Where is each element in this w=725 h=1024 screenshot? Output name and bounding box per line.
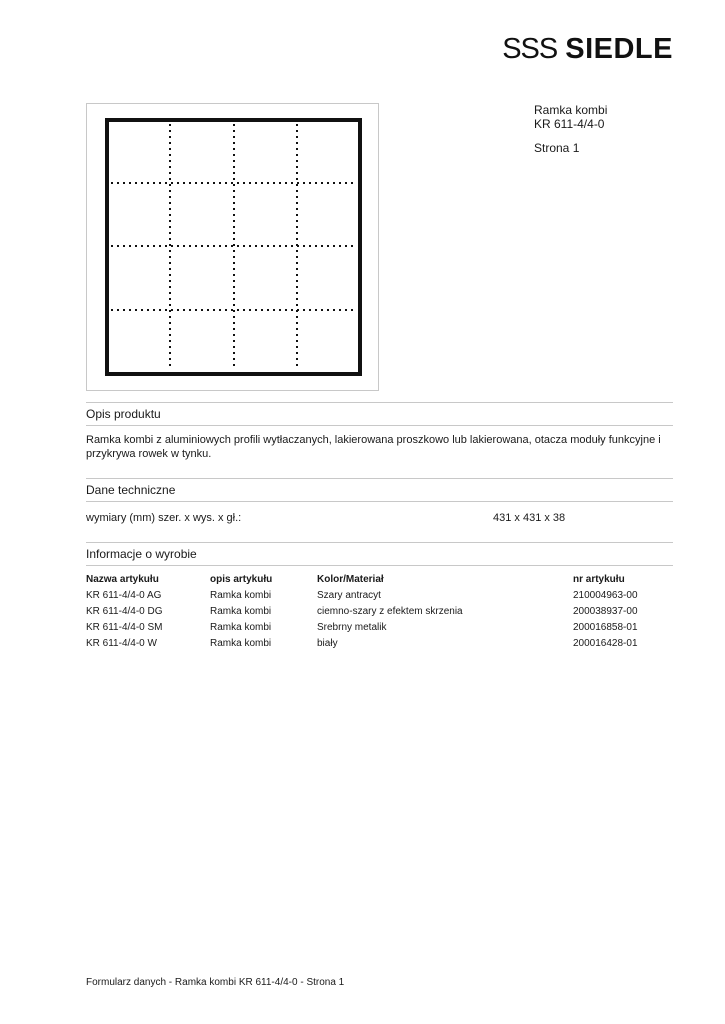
frame-drawing [87,104,380,392]
page-footer: Formularz danych - Ramka kombi KR 611-4/4-0 - Strona 1 [86,977,345,988]
column-header-description: opis artykułu [210,574,273,585]
cell-name: KR 611-4/4-0 DG [86,606,163,617]
product-code: KR 611-4/4-0 [534,117,605,131]
products-title: Informacje o wyrobie [86,547,197,561]
spec-label: wymiary (mm) szer. x wys. x gł.: [86,512,242,524]
technical-title: Dane techniczne [86,483,176,497]
cell-name: KR 611-4/4-0 AG [86,590,162,601]
divider [86,565,673,566]
divider [86,542,673,543]
cell-number: 210004963-00 [573,590,638,601]
cell-color: Szary antracyt [317,590,381,601]
logo-mark: SSS [502,33,558,65]
description-title: Opis produktu [86,407,161,421]
cell-number: 200016858-01 [573,622,638,633]
divider [86,501,673,502]
product-header-info [534,103,607,155]
cell-number: 200016428-01 [573,638,638,649]
divider [86,425,673,426]
table-row [86,590,673,606]
logo-brand: SIEDLE [565,33,673,65]
table-row [86,638,673,654]
cell-description: Ramka kombi [210,606,272,617]
product-drawing [86,103,379,391]
cell-number: 200038937-00 [573,606,638,617]
products-table [86,574,673,654]
divider [86,402,673,403]
table-row [86,606,673,622]
cell-color: biały [317,638,338,649]
description-text: Ramka kombi z aluminiowych profili wytłaczanych, lakierowana proszkowo lub lakierowana, otacza moduły funkcyjne i przykrywa rowek w tynku. [86,434,661,460]
cell-name: KR 611-4/4-0 SM [86,622,163,633]
page-label: Strona 1 [534,141,580,155]
spec-value: 431 x 431 x 38 [493,512,566,524]
cell-name: KR 611-4/4-0 W [86,638,157,649]
column-header-color: Kolor/Materiał [317,574,384,585]
cell-description: Ramka kombi [210,622,272,633]
siedle-logo [502,32,673,66]
cell-color: ciemno-szary z efektem skrzenia [317,606,463,617]
table-row [86,622,673,638]
cell-color: Srebrny metalik [317,622,387,633]
module-grid-lines [111,124,356,370]
cell-description: Ramka kombi [210,590,272,601]
cell-description: Ramka kombi [210,638,272,649]
column-header-number: nr artykułu [573,574,625,585]
divider [86,478,673,479]
table-header-row [86,574,673,590]
product-name: Ramka kombi [534,103,608,117]
column-header-name: Nazwa artykułu [86,574,159,585]
